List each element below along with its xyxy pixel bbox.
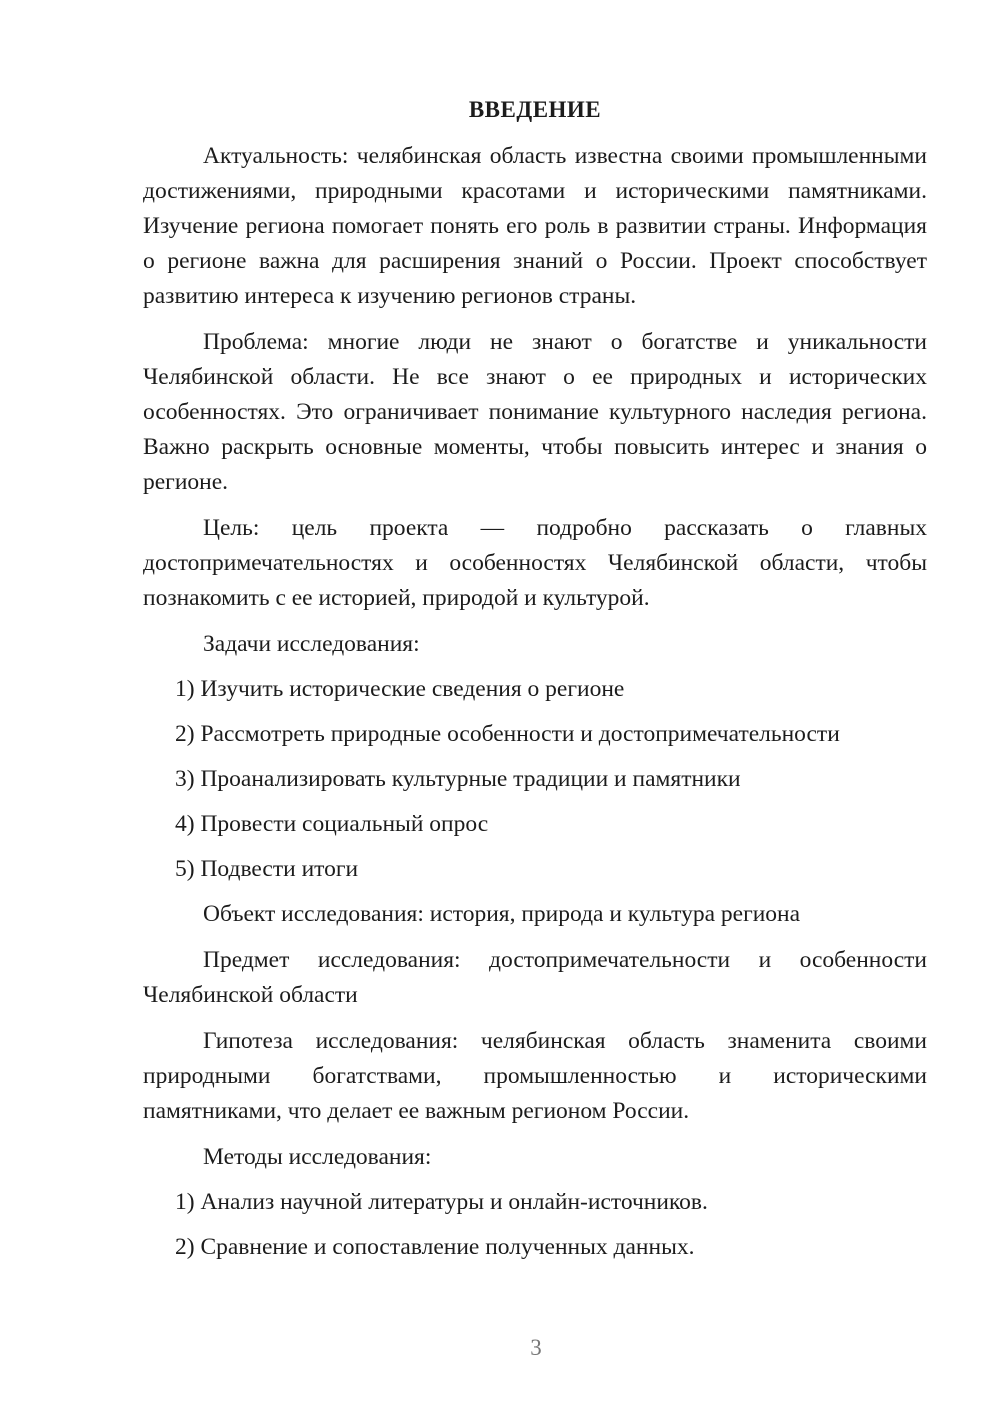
- object-paragraph: Объект исследования: история, природа и культура региона: [203, 901, 801, 927]
- hypothesis-paragraph: Гипотеза исследования: челябинская область знаменита своими природными богатствами, промышленностью и историческими памятниками, что делает ее важным регионом России.: [143, 1028, 927, 1124]
- methods-title: Методы исследования:: [203, 1144, 432, 1170]
- relevance-paragraph: Актуальность: челябинская область известна своими промышленными достижениями, природными красотами и историческими памятниками. Изучение региона помогает понять его роль в развитии страны. Информация о регионе важна для расширения знаний о России. Проект способствует развитию интереса к изучению регионов страны.: [143, 143, 927, 309]
- method-item-1: 1) Анализ научной литературы и онлайн-источников.: [175, 1189, 708, 1215]
- task-item-3: 3) Проанализировать культурные традиции и памятники: [175, 766, 741, 792]
- method-item-2: 2) Сравнение и сопоставление полученных данных.: [175, 1234, 695, 1260]
- page-content: [143, 95, 927, 1275]
- problem-paragraph: Проблема: многие люди не знают о богатстве и уникальности Челябинской области. Не все знают о ее природных и исторических особенностях. Это ограничивает понимание культурного наследия региона. Важно раскрыть основные моменты, чтобы повысить интерес и знания о регионе.: [143, 329, 927, 495]
- subject-paragraph: Предмет исследования: достопримечательности и особенности Челябинской области: [143, 947, 927, 1008]
- goal-paragraph: Цель: цель проекта — подробно рассказать о главных достопримечательностях и особенностях Челябинской области, чтобы познакомить с ее историей, природой и культурой.: [143, 515, 927, 611]
- section-heading: ВВЕДЕНИЕ: [468, 97, 602, 122]
- task-item-4: 4) Провести социальный опрос: [175, 811, 489, 837]
- task-item-5: 5) Подвести итоги: [175, 856, 359, 882]
- page-number: 3: [530, 1335, 542, 1360]
- task-item-1: 1) Изучить исторические сведения о регионе: [175, 676, 625, 702]
- task-item-2: 2) Рассмотреть природные особенности и достопримечательности: [175, 721, 840, 747]
- tasks-title: Задачи исследования:: [203, 631, 420, 657]
